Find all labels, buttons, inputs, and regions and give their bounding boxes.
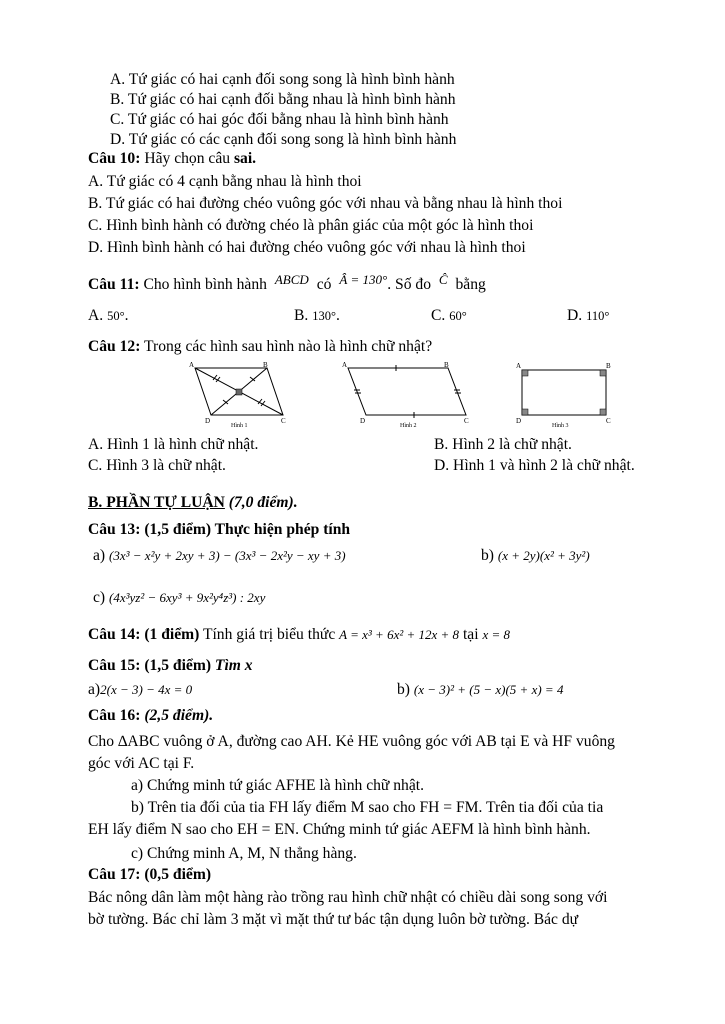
q11-text2: có <box>316 276 332 293</box>
q10-option-c: C. Hình bình hành có đường chéo là phân giác của một góc là hình thoi <box>88 217 534 234</box>
fig3-caption: Hình 3 <box>552 423 569 429</box>
q11-option-c-label: C. <box>431 307 446 324</box>
q14-heading: Câu 14: (1 điểm) <box>88 626 200 643</box>
q11-label: Câu 11: <box>88 276 140 293</box>
q11-option-d <box>567 306 609 326</box>
q14-text: Tính giá trị biểu thức <box>202 626 336 643</box>
q11-option-c <box>431 306 467 326</box>
q12-option-c: C. Hình 3 là chữ nhật. <box>88 457 226 474</box>
q12-option-d: D. Hình 1 và hình 2 là chữ nhật. <box>434 457 635 474</box>
q11-option-b-label: B. <box>294 307 309 324</box>
q11-question <box>88 272 486 295</box>
q15-task: Tìm x <box>214 657 253 674</box>
q15-b-expr: (x − 3)² + (5 − x)(5 + x) = 4 <box>413 682 564 697</box>
q13-part-a <box>93 546 346 566</box>
q13-heading: Câu 13: (1,5 điểm) Thực hiện phép tính <box>88 521 351 538</box>
q11-option-a <box>88 306 128 326</box>
fig2-caption: Hình 2 <box>400 423 417 429</box>
fig1-caption: Hình 1 <box>231 423 248 429</box>
q15-label: Câu 15: (1,5 điểm) <box>88 657 212 674</box>
q13-part-c <box>93 588 265 608</box>
q11-text3: . Số đo <box>387 276 431 293</box>
q11-option-d-label: D. <box>567 307 583 324</box>
q12-text: Trong các hình sau hình nào là hình chữ nhật? <box>144 338 433 355</box>
q9-option-d: D. Tứ giác có các cạnh đối song song là hình bình hành <box>110 131 457 148</box>
q14-at: tại <box>462 626 479 643</box>
q14-expr: A = x³ + 6x² + 12x + 8 <box>339 627 460 642</box>
q12-question <box>88 337 432 357</box>
q13-b-label: b) <box>481 547 494 564</box>
q15-heading <box>88 656 253 676</box>
q11-angle-asked: Ĉ <box>438 272 448 287</box>
fig1-vertex-d: D <box>205 417 211 425</box>
q15-part-b <box>397 680 563 700</box>
q16-part-b-line2: EH lấy điểm N sao cho EH = EN. Chứng minh tứ giác AEFM là hình bình hành. <box>88 821 591 838</box>
q14-cond: x = 8 <box>482 627 511 642</box>
q16-part-a: a) Chứng minh tứ giác AFHE là hình chữ nhật. <box>131 777 425 794</box>
fig3-vertex-c: C <box>606 417 611 425</box>
fig1-vertex-c: C <box>281 417 286 425</box>
q15-a-label: a) <box>88 681 101 698</box>
section-b-heading <box>88 493 298 513</box>
q11-option-b-dot: . <box>335 307 340 324</box>
q13-part-b <box>481 546 590 566</box>
fig2-vertex-b: B <box>444 361 449 369</box>
q17-heading: Câu 17: (0,5 điểm) <box>88 866 212 883</box>
q12-option-a: A. Hình 1 là hình chữ nhật. <box>88 436 259 453</box>
q11-option-d-value: 110° <box>586 309 610 323</box>
fig3-vertex-b: B <box>606 362 611 370</box>
q15-part-a <box>88 680 192 700</box>
q16-part-c: c) Chứng minh A, M, N thẳng hàng. <box>131 845 357 862</box>
q11-option-b-value: 130° <box>312 309 336 323</box>
figure-3 <box>512 360 617 432</box>
q11-text1: Cho hình bình hành <box>143 276 267 293</box>
q11-angle-given: Â = 130° <box>339 272 388 287</box>
q13-c-expr: (4x³yz² − 6xy³ + 9x²y⁴z³) : 2xy <box>109 590 266 605</box>
fig2-vertex-c: C <box>464 417 469 425</box>
q13-a-label: a) <box>93 547 106 564</box>
q10-option-b: B. Tứ giác có hai đường chéo vuông góc với nhau và bằng nhau là hình thoi <box>88 195 563 212</box>
q11-figure-name: ABCD <box>274 272 309 287</box>
q12-option-b: B. Hình 2 là chữ nhật. <box>434 436 572 453</box>
q10-option-d: D. Hình bình hành có hai đường chéo vuông góc với nhau là hình thoi <box>88 239 526 256</box>
q11-option-b <box>294 306 340 326</box>
q9-option-b: B. Tứ giác có hai cạnh đối bằng nhau là hình bình hành <box>110 91 456 108</box>
q16-points: (2,5 điểm). <box>144 707 214 724</box>
q13-a-expr: (3x³ − x²y + 2xy + 3) − (3x³ − 2x²y − xy + 3) <box>109 548 346 563</box>
q12-label: Câu 12: <box>88 338 141 355</box>
figure-1 <box>185 360 295 432</box>
figure-2 <box>338 360 478 432</box>
q13-c-label: c) <box>93 589 106 606</box>
q16-label: Câu 16: <box>88 707 141 724</box>
q10-option-a: A. Tứ giác có 4 cạnh bằng nhau là hình thoi <box>88 173 362 190</box>
fig3-vertex-d: D <box>516 417 522 425</box>
q16-part-b-line1: b) Trên tia đối của tia FH lấy điểm M sao cho FH = FM. Trên tia đối của tia <box>131 799 604 816</box>
q11-option-c-value: 60° <box>449 309 467 323</box>
q17-line2: bờ tường. Bác chỉ làm 3 mặt vì mặt thứ tư bác tận dụng luôn bờ tường. Bác dự <box>88 911 579 928</box>
q11-option-a-dot: . <box>124 307 129 324</box>
q10-label: Câu 10: <box>88 150 141 167</box>
q15-a-expr: 2(x − 3) − 4x = 0 <box>100 682 193 697</box>
q14-question <box>88 625 510 645</box>
fig3-vertex-a: A <box>516 362 522 370</box>
q16-line2: góc với AC tại F. <box>88 755 195 772</box>
fig1-vertex-a: A <box>189 361 195 369</box>
fig2-vertex-a: A <box>342 361 348 369</box>
section-b-points: (7,0 điểm). <box>228 494 298 511</box>
section-b-title: B. PHẦN TỰ LUẬN <box>88 494 225 511</box>
q9-option-a: A. Tứ giác có hai cạnh đối song song là hình bình hành <box>110 71 455 88</box>
q17-line1: Bác nông dân làm một hàng rào trồng rau hình chữ nhật có chiều dài song song với <box>88 889 608 906</box>
q11-option-a-label: A. <box>88 307 104 324</box>
q13-b-expr: (x + 2y)(x² + 3y²) <box>497 548 590 563</box>
q11-option-a-value: 50° <box>107 309 125 323</box>
q9-option-c: C. Tứ giác có hai góc đối bằng nhau là hình bình hành <box>110 111 449 128</box>
fig2-vertex-d: D <box>360 417 366 425</box>
q11-text4: bằng <box>455 276 486 293</box>
q10-keyword: sai. <box>233 150 257 167</box>
q10-text: Hãy chọn câu <box>144 150 231 167</box>
q15-b-label: b) <box>397 681 410 698</box>
q16-heading <box>88 706 213 726</box>
fig1-vertex-b: B <box>263 361 268 369</box>
q16-line1: Cho ∆ABC vuông ở A, đường cao AH. Kẻ HE vuông góc với AB tại E và HF vuông <box>88 733 615 750</box>
q10-question <box>88 149 256 169</box>
